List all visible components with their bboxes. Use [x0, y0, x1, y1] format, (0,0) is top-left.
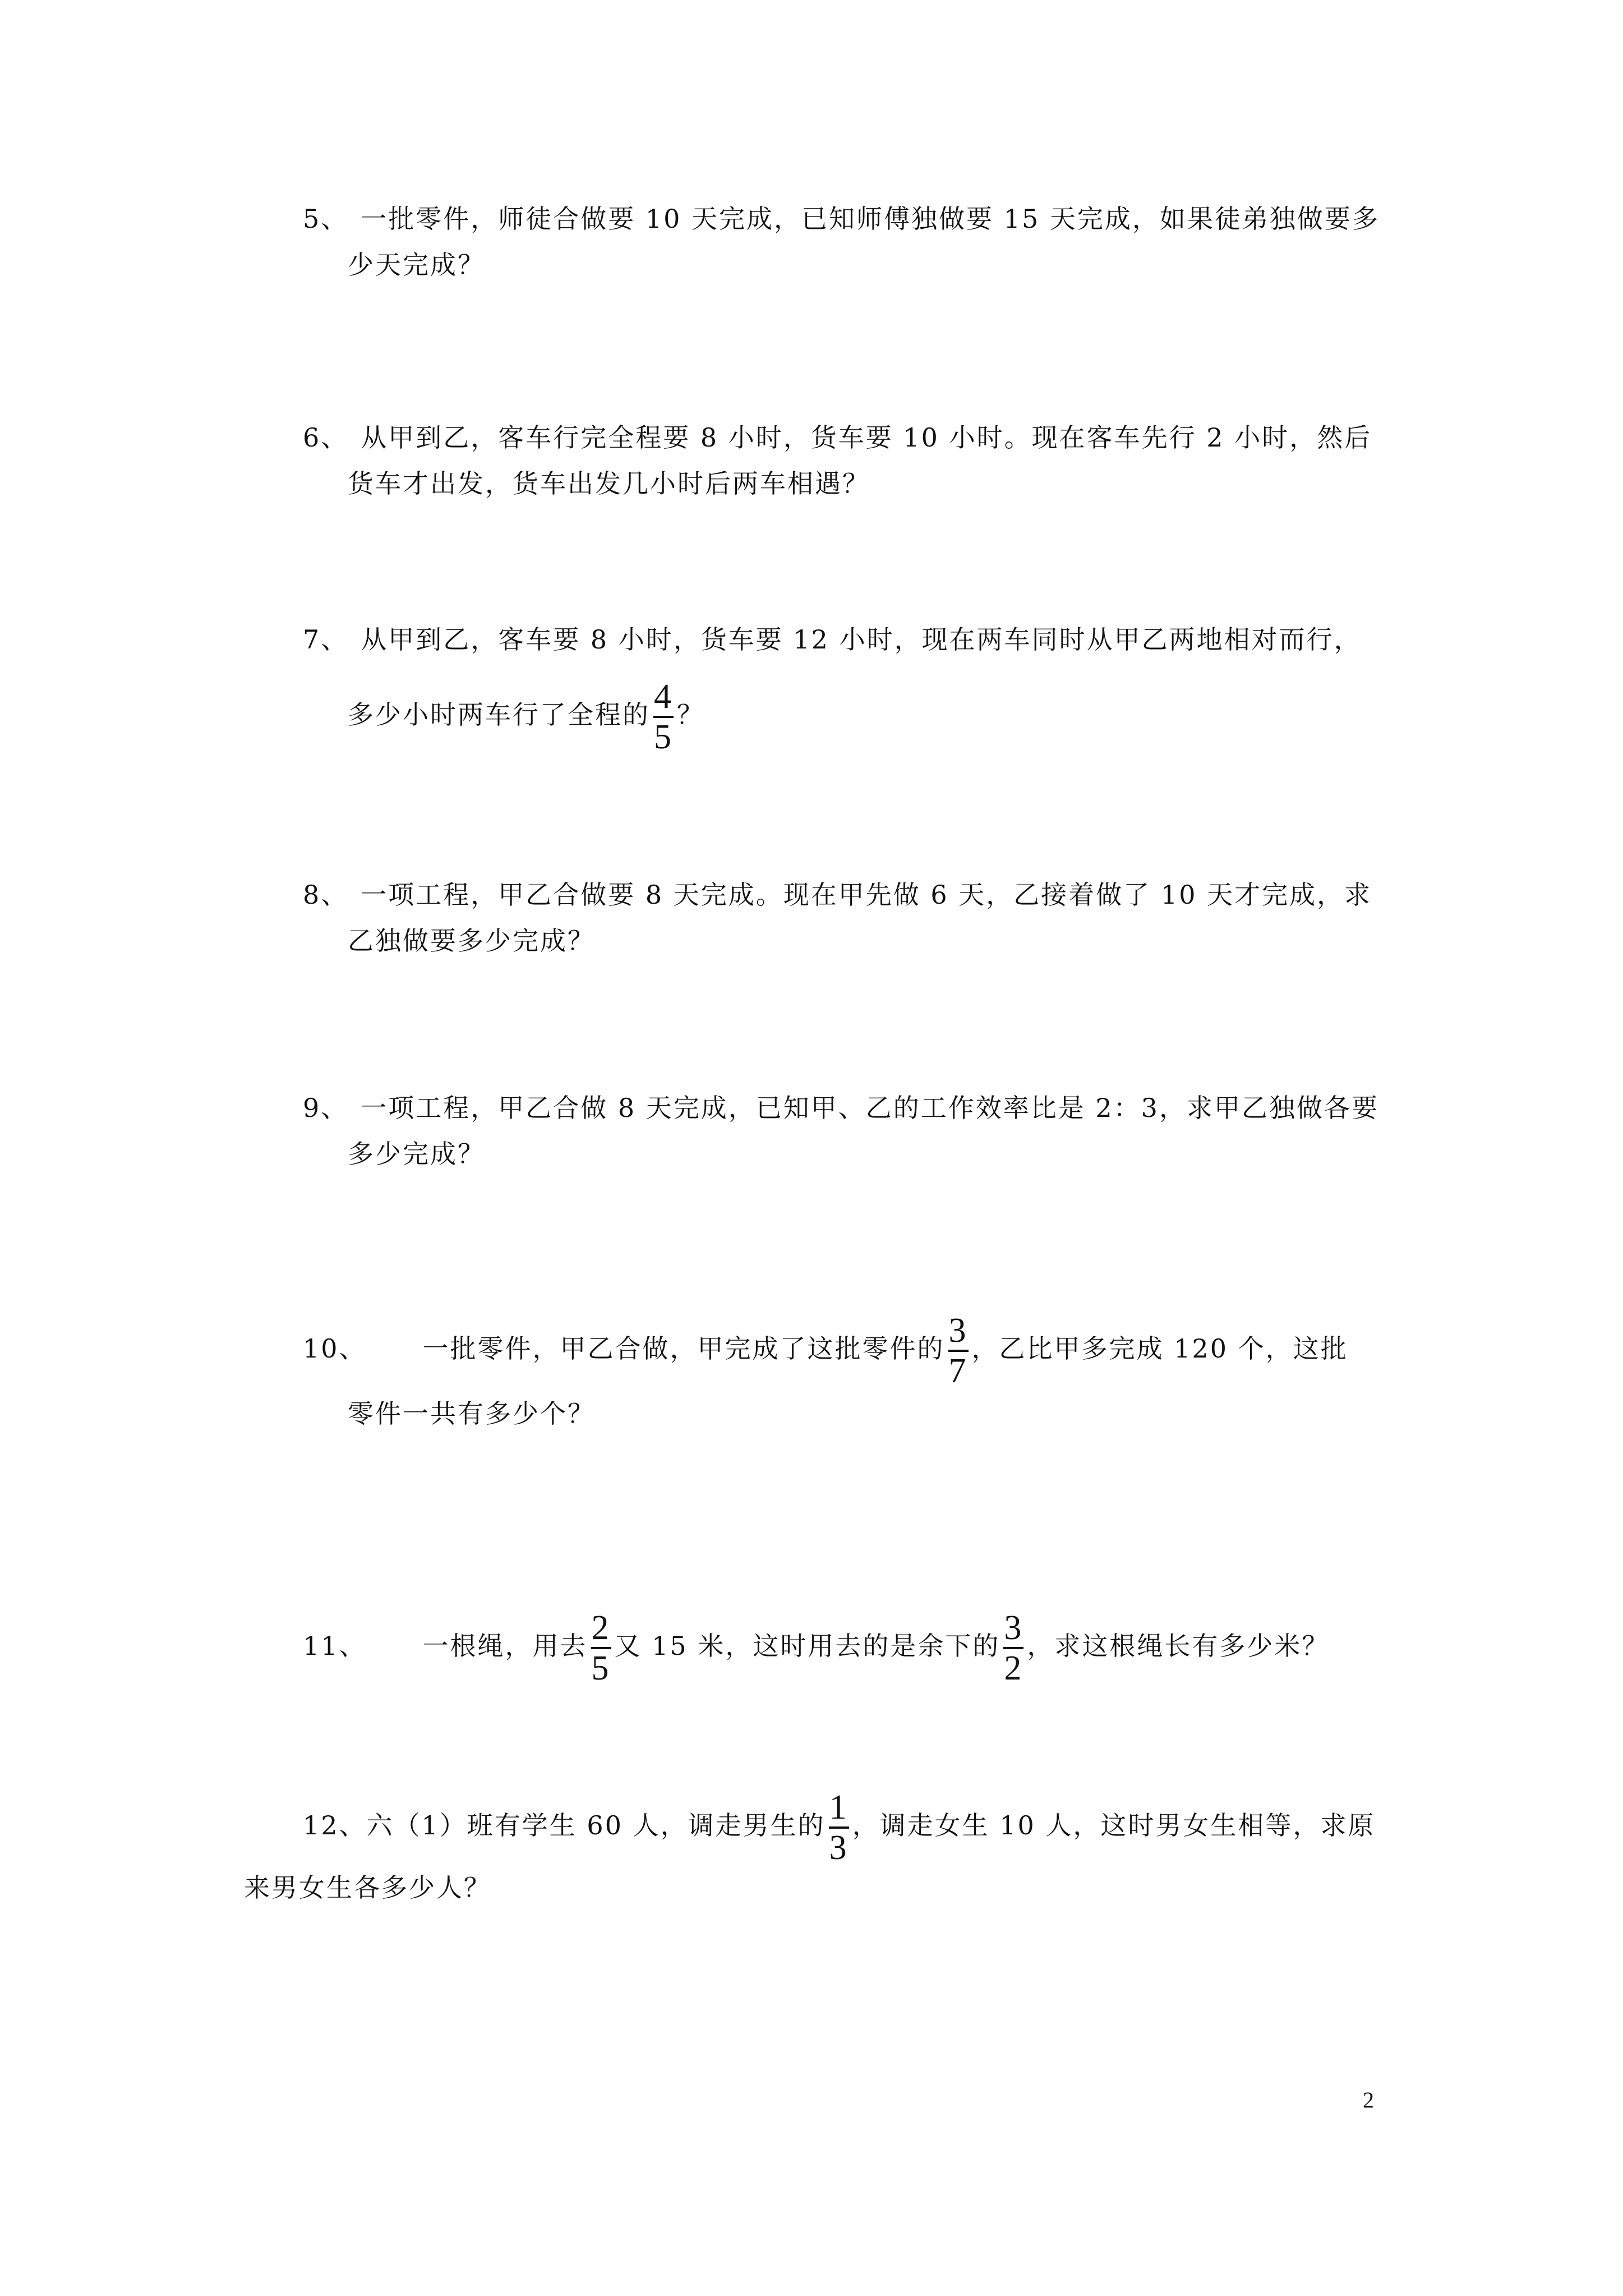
q11-text-b: 又 15 米，这时用去的是余下的	[614, 1631, 1000, 1661]
q6-text-1: 从甲到乙，客车行完全程要 8 小时，货车要 10 小时。现在客车先行 2 小时，然后	[361, 422, 1372, 453]
q10-line-2: 零件一共有多少个？	[348, 1398, 595, 1429]
q10-text-1b: ，乙比甲多完成 120 个，这批	[971, 1333, 1348, 1364]
q11-text-a: 一根绳，用去	[422, 1631, 588, 1661]
q11-frac2-numerator: 3	[1004, 1609, 1023, 1647]
q12-line-1	[303, 1789, 1375, 1866]
q11-line-1	[303, 1610, 1329, 1686]
q9-text-1: 一项工程，甲乙合做 8 天完成，已知甲、乙的工作效率比是 2：3，求甲乙独做各要	[361, 1093, 1379, 1123]
q6-line-2: 货车才出发，货车出发几小时后两车相遇？	[348, 468, 870, 499]
q7-text-1: 从甲到乙，客车要 8 小时，货车要 12 小时，现在两车同时从甲乙两地相对而行，	[361, 624, 1362, 655]
q10-frac-numerator: 3	[948, 1312, 968, 1350]
q9-line-2: 多少完成？	[348, 1139, 485, 1169]
q12-fraction	[829, 1789, 849, 1866]
q12-frac-denominator: 3	[829, 1829, 849, 1867]
q8-line-1	[303, 872, 1372, 917]
q11-frac2-denominator: 2	[1004, 1649, 1023, 1687]
q6-number: 6、	[303, 422, 349, 453]
q5-text-1: 一批零件，师徒合做要 10 天完成，已知师傅独做要 15 天完成，如果徒弟独做要多	[361, 204, 1380, 234]
q11-frac1-numerator: 2	[591, 1609, 611, 1647]
q7-frac-denominator: 5	[654, 718, 673, 756]
page-number: 2	[1363, 2087, 1374, 2113]
q6-line-1	[303, 415, 1372, 460]
q5-number: 5、	[303, 204, 349, 234]
q7-text-2b: ？	[677, 700, 704, 730]
q7-line-1	[303, 617, 1362, 662]
q11-fraction-2	[1003, 1610, 1023, 1686]
q11-frac1-denominator: 5	[591, 1649, 611, 1687]
q10-text-1a: 一批零件，甲乙合做，甲完成了这批零件的	[422, 1333, 945, 1364]
q7-frac-numerator: 4	[654, 678, 673, 716]
q7-number: 7、	[303, 624, 349, 655]
q5-line-2: 少天完成？	[348, 250, 485, 280]
q11-number: 11、	[303, 1631, 367, 1661]
q10-frac-denominator: 7	[948, 1352, 968, 1390]
q7-fraction	[653, 679, 674, 755]
q9-line-1	[303, 1085, 1379, 1130]
q7-text-2a: 多少小时两车行了全程的	[348, 700, 650, 730]
q10-fraction	[948, 1313, 969, 1389]
q12-text-1a: 12、六（1）班有学生 60 人，调走男生的	[303, 1810, 826, 1841]
q10-number: 10、	[303, 1333, 367, 1364]
q8-text-1: 一项工程，甲乙合做要 8 天完成。现在甲先做 6 天，乙接着做了 10 天才完成，求	[361, 880, 1372, 910]
q12-frac-numerator: 1	[829, 1788, 849, 1826]
q5-line-1	[303, 196, 1380, 241]
q11-text-c: ，求这根绳长有多少米？	[1027, 1631, 1330, 1661]
q12-text-1b: ，调走女生 10 人，这时男女生相等，求原	[852, 1810, 1376, 1841]
q7-line-2	[348, 679, 704, 755]
q12-line-2: 来男女生各多少人？	[244, 1872, 491, 1903]
q8-line-2: 乙独做要多少完成？	[348, 926, 595, 956]
q8-number: 8、	[303, 880, 349, 910]
q10-line-1	[303, 1313, 1348, 1389]
q11-fraction-1	[591, 1610, 611, 1686]
q9-number: 9、	[303, 1093, 349, 1123]
